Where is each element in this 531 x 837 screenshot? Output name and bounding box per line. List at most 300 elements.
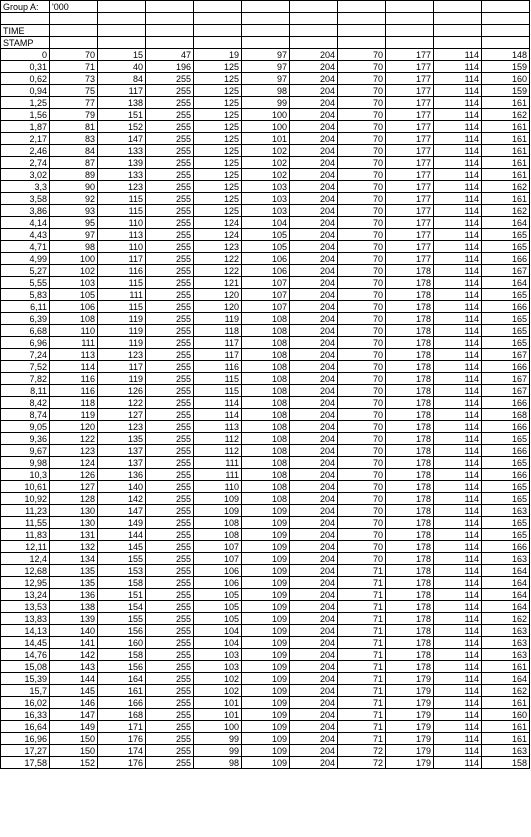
data-cell[interactable]: 108: [242, 457, 290, 469]
data-cell[interactable]: 137: [98, 457, 146, 469]
empty-cell[interactable]: [50, 37, 98, 49]
data-cell[interactable]: 109: [242, 697, 290, 709]
data-cell[interactable]: 151: [98, 109, 146, 121]
time-stamp-cell[interactable]: 11,55: [1, 517, 50, 529]
data-cell[interactable]: 255: [146, 193, 194, 205]
data-cell[interactable]: 204: [290, 337, 338, 349]
data-cell[interactable]: 178: [386, 541, 434, 553]
data-cell[interactable]: 119: [194, 313, 242, 325]
data-cell[interactable]: 110: [98, 241, 146, 253]
data-cell[interactable]: 114: [434, 541, 482, 553]
data-cell[interactable]: 70: [338, 469, 386, 481]
data-cell[interactable]: 147: [98, 505, 146, 517]
data-cell[interactable]: 171: [98, 721, 146, 733]
data-cell[interactable]: 255: [146, 721, 194, 733]
data-cell[interactable]: 204: [290, 409, 338, 421]
data-cell[interactable]: 103: [242, 205, 290, 217]
data-cell[interactable]: 162: [482, 109, 530, 121]
data-cell[interactable]: 179: [386, 721, 434, 733]
time-stamp-cell[interactable]: 12,11: [1, 541, 50, 553]
data-cell[interactable]: 114: [434, 625, 482, 637]
data-cell[interactable]: 113: [98, 229, 146, 241]
data-cell[interactable]: 146: [50, 697, 98, 709]
data-cell[interactable]: 255: [146, 397, 194, 409]
data-cell[interactable]: 84: [50, 145, 98, 157]
data-cell[interactable]: 109: [242, 553, 290, 565]
data-cell[interactable]: 109: [194, 493, 242, 505]
data-cell[interactable]: 112: [194, 433, 242, 445]
data-cell[interactable]: 109: [242, 613, 290, 625]
data-cell[interactable]: 97: [242, 61, 290, 73]
data-cell[interactable]: 114: [434, 661, 482, 673]
data-cell[interactable]: 162: [482, 205, 530, 217]
data-cell[interactable]: 70: [338, 181, 386, 193]
data-cell[interactable]: 137: [98, 445, 146, 457]
data-cell[interactable]: 204: [290, 685, 338, 697]
data-cell[interactable]: 125: [194, 169, 242, 181]
data-cell[interactable]: 166: [482, 445, 530, 457]
data-cell[interactable]: 204: [290, 109, 338, 121]
data-cell[interactable]: 126: [50, 469, 98, 481]
data-cell[interactable]: 178: [386, 301, 434, 313]
data-cell[interactable]: 125: [194, 181, 242, 193]
data-cell[interactable]: 70: [338, 73, 386, 85]
data-cell[interactable]: 204: [290, 325, 338, 337]
empty-cell[interactable]: [146, 1, 194, 13]
data-cell[interactable]: 159: [482, 85, 530, 97]
empty-cell[interactable]: [338, 1, 386, 13]
data-cell[interactable]: 122: [194, 253, 242, 265]
group-value-cell[interactable]: [50, 1, 98, 13]
data-cell[interactable]: 119: [50, 409, 98, 421]
data-cell[interactable]: 125: [194, 193, 242, 205]
data-cell[interactable]: 114: [434, 469, 482, 481]
data-cell[interactable]: 97: [242, 49, 290, 61]
data-cell[interactable]: 113: [194, 421, 242, 433]
data-cell[interactable]: 19: [194, 49, 242, 61]
time-stamp-cell[interactable]: 2,74: [1, 157, 50, 169]
data-cell[interactable]: 108: [242, 481, 290, 493]
data-cell[interactable]: 127: [98, 409, 146, 421]
data-cell[interactable]: 108: [50, 313, 98, 325]
data-cell[interactable]: 109: [194, 505, 242, 517]
data-cell[interactable]: 110: [98, 217, 146, 229]
data-cell[interactable]: 204: [290, 481, 338, 493]
data-cell[interactable]: 204: [290, 517, 338, 529]
data-cell[interactable]: 114: [434, 229, 482, 241]
data-cell[interactable]: 73: [50, 73, 98, 85]
empty-cell[interactable]: [194, 25, 242, 37]
data-cell[interactable]: 101: [194, 697, 242, 709]
data-cell[interactable]: 115: [98, 205, 146, 217]
data-cell[interactable]: 142: [50, 649, 98, 661]
data-cell[interactable]: 114: [434, 193, 482, 205]
data-cell[interactable]: 70: [338, 553, 386, 565]
data-cell[interactable]: 109: [242, 505, 290, 517]
time-stamp-cell[interactable]: 14,45: [1, 637, 50, 649]
data-cell[interactable]: 177: [386, 73, 434, 85]
data-cell[interactable]: 70: [338, 61, 386, 73]
data-cell[interactable]: 84: [98, 73, 146, 85]
data-cell[interactable]: 114: [434, 385, 482, 397]
data-cell[interactable]: 255: [146, 673, 194, 685]
data-cell[interactable]: 149: [50, 721, 98, 733]
data-cell[interactable]: 114: [434, 733, 482, 745]
empty-cell[interactable]: [98, 13, 146, 25]
data-cell[interactable]: 114: [434, 301, 482, 313]
data-cell[interactable]: 70: [338, 397, 386, 409]
data-cell[interactable]: 114: [434, 613, 482, 625]
data-cell[interactable]: 70: [338, 217, 386, 229]
data-cell[interactable]: 164: [482, 277, 530, 289]
data-cell[interactable]: 161: [482, 193, 530, 205]
data-cell[interactable]: 255: [146, 85, 194, 97]
data-cell[interactable]: 255: [146, 469, 194, 481]
data-cell[interactable]: 204: [290, 589, 338, 601]
data-cell[interactable]: 255: [146, 757, 194, 769]
data-cell[interactable]: 114: [434, 337, 482, 349]
time-stamp-cell[interactable]: 4,71: [1, 241, 50, 253]
data-cell[interactable]: 164: [482, 565, 530, 577]
empty-cell[interactable]: [290, 1, 338, 13]
time-stamp-cell[interactable]: 9,67: [1, 445, 50, 457]
data-cell[interactable]: 161: [482, 697, 530, 709]
data-cell[interactable]: 178: [386, 409, 434, 421]
data-cell[interactable]: 70: [338, 157, 386, 169]
data-cell[interactable]: 147: [98, 133, 146, 145]
data-cell[interactable]: 126: [98, 385, 146, 397]
data-cell[interactable]: 163: [482, 649, 530, 661]
data-cell[interactable]: 71: [338, 577, 386, 589]
data-cell[interactable]: 160: [482, 709, 530, 721]
data-cell[interactable]: 167: [482, 385, 530, 397]
time-stamp-cell[interactable]: 3,58: [1, 193, 50, 205]
data-cell[interactable]: 116: [194, 361, 242, 373]
time-stamp-cell[interactable]: 4,43: [1, 229, 50, 241]
time-stamp-cell[interactable]: 3,3: [1, 181, 50, 193]
data-cell[interactable]: 99: [194, 745, 242, 757]
data-cell[interactable]: 108: [242, 361, 290, 373]
data-cell[interactable]: 71: [338, 733, 386, 745]
time-stamp-cell[interactable]: 7,82: [1, 373, 50, 385]
data-cell[interactable]: 113: [50, 349, 98, 361]
data-cell[interactable]: 103: [194, 649, 242, 661]
data-cell[interactable]: 102: [242, 157, 290, 169]
data-cell[interactable]: 114: [434, 589, 482, 601]
data-cell[interactable]: 204: [290, 145, 338, 157]
data-cell[interactable]: 204: [290, 433, 338, 445]
data-cell[interactable]: 108: [194, 517, 242, 529]
data-cell[interactable]: 166: [482, 541, 530, 553]
time-stamp-cell[interactable]: 10,3: [1, 469, 50, 481]
data-cell[interactable]: 165: [482, 241, 530, 253]
empty-cell[interactable]: [146, 25, 194, 37]
data-cell[interactable]: 165: [482, 289, 530, 301]
data-cell[interactable]: 178: [386, 637, 434, 649]
data-cell[interactable]: 134: [50, 553, 98, 565]
data-cell[interactable]: 101: [242, 133, 290, 145]
data-cell[interactable]: 70: [338, 109, 386, 121]
data-cell[interactable]: 255: [146, 733, 194, 745]
data-cell[interactable]: 40: [98, 61, 146, 73]
data-cell[interactable]: 255: [146, 577, 194, 589]
empty-cell[interactable]: [50, 25, 98, 37]
data-cell[interactable]: 70: [338, 277, 386, 289]
data-cell[interactable]: 114: [194, 397, 242, 409]
data-cell[interactable]: 114: [434, 757, 482, 769]
data-cell[interactable]: 161: [482, 133, 530, 145]
data-cell[interactable]: 168: [482, 409, 530, 421]
time-stamp-cell[interactable]: 16,02: [1, 697, 50, 709]
data-cell[interactable]: 70: [338, 505, 386, 517]
data-cell[interactable]: 108: [194, 529, 242, 541]
data-cell[interactable]: 179: [386, 757, 434, 769]
data-cell[interactable]: 75: [50, 85, 98, 97]
data-cell[interactable]: 159: [482, 61, 530, 73]
data-cell[interactable]: 156: [98, 625, 146, 637]
data-cell[interactable]: 204: [290, 601, 338, 613]
data-cell[interactable]: 204: [290, 241, 338, 253]
data-cell[interactable]: 163: [482, 637, 530, 649]
empty-cell[interactable]: [434, 37, 482, 49]
data-cell[interactable]: 255: [146, 649, 194, 661]
data-cell[interactable]: 145: [98, 541, 146, 553]
data-cell[interactable]: 138: [98, 97, 146, 109]
data-cell[interactable]: 150: [50, 733, 98, 745]
data-cell[interactable]: 255: [146, 505, 194, 517]
empty-cell[interactable]: [194, 37, 242, 49]
data-cell[interactable]: 125: [194, 85, 242, 97]
data-cell[interactable]: 255: [146, 157, 194, 169]
data-cell[interactable]: 164: [482, 673, 530, 685]
time-stamp-cell[interactable]: 0,62: [1, 73, 50, 85]
data-cell[interactable]: 177: [386, 241, 434, 253]
data-cell[interactable]: 114: [50, 361, 98, 373]
empty-cell[interactable]: [290, 37, 338, 49]
data-cell[interactable]: 98: [242, 85, 290, 97]
data-cell[interactable]: 114: [434, 565, 482, 577]
data-cell[interactable]: 81: [50, 121, 98, 133]
data-cell[interactable]: 204: [290, 313, 338, 325]
data-cell[interactable]: 178: [386, 457, 434, 469]
data-cell[interactable]: 133: [98, 145, 146, 157]
data-cell[interactable]: 161: [482, 157, 530, 169]
data-cell[interactable]: 142: [98, 493, 146, 505]
data-cell[interactable]: 179: [386, 745, 434, 757]
data-cell[interactable]: 204: [290, 457, 338, 469]
data-cell[interactable]: 114: [434, 445, 482, 457]
data-cell[interactable]: 138: [50, 601, 98, 613]
data-cell[interactable]: 104: [194, 625, 242, 637]
empty-cell[interactable]: [338, 13, 386, 25]
data-cell[interactable]: 83: [50, 133, 98, 145]
data-cell[interactable]: 255: [146, 685, 194, 697]
data-cell[interactable]: 70: [338, 445, 386, 457]
time-stamp-cell[interactable]: 3,02: [1, 169, 50, 181]
data-cell[interactable]: 114: [434, 205, 482, 217]
data-cell[interactable]: 164: [482, 577, 530, 589]
data-cell[interactable]: 177: [386, 169, 434, 181]
data-cell[interactable]: 178: [386, 577, 434, 589]
data-cell[interactable]: 178: [386, 397, 434, 409]
data-cell[interactable]: 100: [242, 109, 290, 121]
data-cell[interactable]: 108: [242, 433, 290, 445]
data-cell[interactable]: 131: [50, 529, 98, 541]
data-cell[interactable]: 255: [146, 565, 194, 577]
data-cell[interactable]: 255: [146, 241, 194, 253]
time-stamp-cell[interactable]: 9,05: [1, 421, 50, 433]
empty-cell[interactable]: [482, 1, 530, 13]
data-cell[interactable]: 165: [482, 517, 530, 529]
data-cell[interactable]: 107: [242, 277, 290, 289]
data-cell[interactable]: 120: [194, 301, 242, 313]
data-cell[interactable]: 87: [50, 157, 98, 169]
data-cell[interactable]: 99: [242, 97, 290, 109]
data-cell[interactable]: 179: [386, 673, 434, 685]
data-cell[interactable]: 178: [386, 553, 434, 565]
data-cell[interactable]: 165: [482, 529, 530, 541]
data-cell[interactable]: 123: [98, 181, 146, 193]
empty-cell[interactable]: [242, 25, 290, 37]
data-cell[interactable]: 112: [194, 445, 242, 457]
data-cell[interactable]: 70: [338, 253, 386, 265]
time-stamp-cell[interactable]: 16,96: [1, 733, 50, 745]
time-stamp-cell[interactable]: 6,68: [1, 325, 50, 337]
data-cell[interactable]: 179: [386, 685, 434, 697]
data-cell[interactable]: 118: [50, 397, 98, 409]
data-cell[interactable]: 178: [386, 373, 434, 385]
data-cell[interactable]: 70: [338, 193, 386, 205]
data-cell[interactable]: 79: [50, 109, 98, 121]
data-cell[interactable]: 114: [434, 97, 482, 109]
data-cell[interactable]: 130: [50, 505, 98, 517]
data-cell[interactable]: 156: [98, 661, 146, 673]
data-cell[interactable]: 204: [290, 373, 338, 385]
data-cell[interactable]: 255: [146, 337, 194, 349]
data-cell[interactable]: 114: [434, 637, 482, 649]
data-cell[interactable]: 117: [98, 253, 146, 265]
data-cell[interactable]: 150: [50, 745, 98, 757]
data-cell[interactable]: 102: [194, 685, 242, 697]
data-cell[interactable]: 177: [386, 205, 434, 217]
data-cell[interactable]: 178: [386, 337, 434, 349]
data-cell[interactable]: 178: [386, 361, 434, 373]
data-cell[interactable]: 70: [338, 49, 386, 61]
data-cell[interactable]: 161: [482, 721, 530, 733]
data-cell[interactable]: 93: [50, 205, 98, 217]
data-cell[interactable]: 125: [194, 73, 242, 85]
data-cell[interactable]: 204: [290, 745, 338, 757]
data-cell[interactable]: 116: [50, 373, 98, 385]
data-cell[interactable]: 114: [434, 85, 482, 97]
time-stamp-cell[interactable]: 13,83: [1, 613, 50, 625]
data-cell[interactable]: 204: [290, 661, 338, 673]
data-cell[interactable]: 119: [98, 337, 146, 349]
data-cell[interactable]: 255: [146, 169, 194, 181]
data-cell[interactable]: 255: [146, 613, 194, 625]
data-cell[interactable]: 119: [98, 313, 146, 325]
data-cell[interactable]: 102: [242, 169, 290, 181]
data-cell[interactable]: 255: [146, 277, 194, 289]
data-cell[interactable]: 178: [386, 349, 434, 361]
data-cell[interactable]: 161: [482, 97, 530, 109]
data-cell[interactable]: 204: [290, 733, 338, 745]
data-cell[interactable]: 114: [434, 397, 482, 409]
time-stamp-cell[interactable]: 16,64: [1, 721, 50, 733]
data-cell[interactable]: 119: [98, 325, 146, 337]
data-cell[interactable]: 164: [482, 601, 530, 613]
data-cell[interactable]: 70: [338, 421, 386, 433]
data-cell[interactable]: 178: [386, 481, 434, 493]
data-cell[interactable]: 70: [50, 49, 98, 61]
data-cell[interactable]: 120: [194, 289, 242, 301]
data-cell[interactable]: 109: [242, 757, 290, 769]
data-cell[interactable]: 102: [194, 673, 242, 685]
data-cell[interactable]: 255: [146, 445, 194, 457]
data-cell[interactable]: 71: [338, 649, 386, 661]
data-cell[interactable]: 70: [338, 169, 386, 181]
data-cell[interactable]: 204: [290, 121, 338, 133]
data-cell[interactable]: 133: [98, 169, 146, 181]
data-cell[interactable]: 204: [290, 301, 338, 313]
data-cell[interactable]: 164: [98, 673, 146, 685]
data-cell[interactable]: 108: [242, 409, 290, 421]
data-cell[interactable]: 165: [482, 493, 530, 505]
data-cell[interactable]: 178: [386, 565, 434, 577]
time-stamp-cell[interactable]: 8,42: [1, 397, 50, 409]
data-cell[interactable]: 70: [338, 121, 386, 133]
data-cell[interactable]: 115: [194, 373, 242, 385]
data-cell[interactable]: 177: [386, 193, 434, 205]
data-cell[interactable]: 71: [50, 61, 98, 73]
data-cell[interactable]: 177: [386, 217, 434, 229]
data-cell[interactable]: 136: [50, 589, 98, 601]
data-cell[interactable]: 114: [434, 409, 482, 421]
data-cell[interactable]: 165: [482, 433, 530, 445]
data-cell[interactable]: 70: [338, 241, 386, 253]
data-cell[interactable]: 136: [98, 469, 146, 481]
data-cell[interactable]: 135: [98, 433, 146, 445]
data-cell[interactable]: 166: [482, 301, 530, 313]
data-cell[interactable]: 130: [50, 517, 98, 529]
data-cell[interactable]: 165: [482, 229, 530, 241]
time-stamp-cell[interactable]: 12,4: [1, 553, 50, 565]
data-cell[interactable]: 255: [146, 385, 194, 397]
time-stamp-cell[interactable]: 2,17: [1, 133, 50, 145]
data-cell[interactable]: 114: [434, 517, 482, 529]
data-cell[interactable]: 70: [338, 373, 386, 385]
data-cell[interactable]: 118: [194, 325, 242, 337]
data-cell[interactable]: 255: [146, 73, 194, 85]
data-cell[interactable]: 166: [98, 697, 146, 709]
empty-cell[interactable]: [434, 1, 482, 13]
empty-cell[interactable]: [98, 1, 146, 13]
data-cell[interactable]: 177: [386, 121, 434, 133]
data-cell[interactable]: 166: [482, 469, 530, 481]
data-cell[interactable]: 255: [146, 181, 194, 193]
data-cell[interactable]: 116: [50, 385, 98, 397]
data-cell[interactable]: 108: [242, 421, 290, 433]
data-cell[interactable]: 177: [386, 253, 434, 265]
data-cell[interactable]: 106: [194, 565, 242, 577]
data-cell[interactable]: 178: [386, 613, 434, 625]
data-cell[interactable]: 165: [482, 481, 530, 493]
data-cell[interactable]: 124: [194, 229, 242, 241]
data-cell[interactable]: 108: [242, 337, 290, 349]
data-cell[interactable]: 164: [482, 217, 530, 229]
empty-cell[interactable]: [98, 25, 146, 37]
data-cell[interactable]: 70: [338, 325, 386, 337]
